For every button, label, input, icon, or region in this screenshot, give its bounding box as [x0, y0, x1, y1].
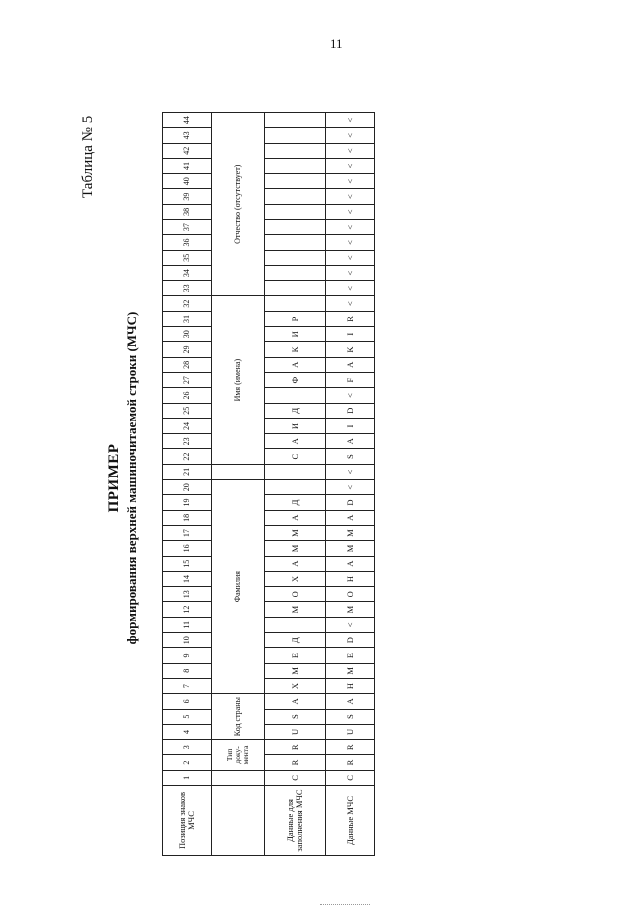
fill-cell-7: Х: [265, 678, 326, 693]
fill-cell-22: С: [265, 449, 326, 464]
position-cell-22: 22: [163, 449, 212, 464]
position-cell-29: 29: [163, 342, 212, 357]
fill-cell-24: И: [265, 418, 326, 433]
position-cell-21: 21: [163, 464, 212, 479]
group-empty-21: [212, 464, 265, 479]
position-cell-7: 7: [163, 678, 212, 693]
mrz-cell-16: M: [326, 541, 375, 556]
position-cell-39: 39: [163, 189, 212, 204]
group-empty-1: [212, 770, 265, 785]
fill-cell-18: А: [265, 510, 326, 525]
fill-cell-20: [265, 480, 326, 495]
mrz-cell-33: <: [326, 281, 375, 296]
fill-cell-39: [265, 189, 326, 204]
mrz-cell-1: C: [326, 770, 375, 785]
mrz-data-row-label: Данные МЧС: [326, 786, 375, 856]
position-cell-34: 34: [163, 265, 212, 280]
fill-cell-33: [265, 281, 326, 296]
position-cell-32: 32: [163, 296, 212, 311]
position-cell-5: 5: [163, 709, 212, 724]
mrz-cell-17: M: [326, 525, 375, 540]
mrz-cell-2: R: [326, 755, 375, 770]
position-cell-40: 40: [163, 174, 212, 189]
mrz-cell-21: <: [326, 464, 375, 479]
groups-row: [212, 112, 265, 855]
position-cell-6: 6: [163, 694, 212, 709]
fill-cell-16: М: [265, 541, 326, 556]
mrz-cell-25: D: [326, 403, 375, 418]
group-patronymic: Отчество (отсутствует): [212, 112, 265, 296]
fill-cell-42: [265, 143, 326, 158]
fill-cell-29: К: [265, 342, 326, 357]
mrz-cell-5: S: [326, 709, 375, 724]
fill-cell-43: [265, 128, 326, 143]
table-subtitle: формирования верхней машиночитаемой строки (МЧС): [124, 311, 139, 645]
positions-row: [163, 112, 212, 855]
mrz-cell-23: A: [326, 434, 375, 449]
fill-cell-13: О: [265, 587, 326, 602]
position-cell-43: 43: [163, 128, 212, 143]
mrz-cell-15: A: [326, 556, 375, 571]
mrz-cell-31: R: [326, 311, 375, 326]
fill-cell-27: Ф: [265, 372, 326, 387]
fill-cell-5: S: [265, 709, 326, 724]
position-cell-17: 17: [163, 525, 212, 540]
mrz-cell-42: <: [326, 143, 375, 158]
mrz-cell-24: I: [326, 418, 375, 433]
position-cell-2: 2: [163, 755, 212, 770]
fill-cell-40: [265, 174, 326, 189]
mrz-cell-44: <: [326, 112, 375, 127]
mrz-cell-10: D: [326, 633, 375, 648]
mrz-cell-37: <: [326, 220, 375, 235]
mrz-cell-18: A: [326, 510, 375, 525]
fill-cell-17: М: [265, 525, 326, 540]
position-cell-12: 12: [163, 602, 212, 617]
fill-cell-19: Д: [265, 495, 326, 510]
mrz-cell-35: <: [326, 250, 375, 265]
mrz-cell-9: E: [326, 648, 375, 663]
fill-data-row: [265, 112, 326, 855]
group-given-names: Имя (имена): [212, 296, 265, 464]
fill-data-row-label: Данные для заполнения МЧС: [265, 786, 326, 856]
position-cell-14: 14: [163, 571, 212, 586]
position-cell-20: 20: [163, 480, 212, 495]
mrz-cell-39: <: [326, 189, 375, 204]
position-cell-33: 33: [163, 281, 212, 296]
mrz-cell-30: I: [326, 327, 375, 342]
fill-cell-41: [265, 158, 326, 173]
mrz-cell-13: O: [326, 587, 375, 602]
mrz-cell-36: <: [326, 235, 375, 250]
fill-cell-31: Р: [265, 311, 326, 326]
position-cell-37: 37: [163, 220, 212, 235]
position-cell-19: 19: [163, 495, 212, 510]
fill-cell-28: А: [265, 357, 326, 372]
position-cell-36: 36: [163, 235, 212, 250]
fill-cell-37: [265, 220, 326, 235]
fill-cell-4: U: [265, 724, 326, 739]
fill-cell-1: С: [265, 770, 326, 785]
position-cell-9: 9: [163, 648, 212, 663]
position-cell-26: 26: [163, 388, 212, 403]
fill-cell-38: [265, 204, 326, 219]
title-block: [106, 98, 140, 858]
mrz-cell-41: <: [326, 158, 375, 173]
position-cell-8: 8: [163, 663, 212, 678]
position-cell-27: 27: [163, 372, 212, 387]
position-cell-31: 31: [163, 311, 212, 326]
table-label: Таблица № 5: [80, 115, 96, 198]
mrz-cell-32: <: [326, 296, 375, 311]
mrz-cell-14: H: [326, 571, 375, 586]
fill-cell-32: [265, 296, 326, 311]
position-cell-25: 25: [163, 403, 212, 418]
mrz-cell-38: <: [326, 204, 375, 219]
position-cell-15: 15: [163, 556, 212, 571]
position-cell-23: 23: [163, 434, 212, 449]
position-cell-10: 10: [163, 633, 212, 648]
mrz-cell-20: <: [326, 480, 375, 495]
fill-cell-23: А: [265, 434, 326, 449]
fill-cell-26: [265, 388, 326, 403]
position-cell-11: 11: [163, 617, 212, 632]
fill-cell-15: А: [265, 556, 326, 571]
rotated-table-page: [80, 98, 355, 858]
fill-cell-8: М: [265, 663, 326, 678]
mrz-table: [162, 112, 375, 856]
mrz-cell-8: M: [326, 663, 375, 678]
position-cell-41: 41: [163, 158, 212, 173]
fill-cell-44: [265, 112, 326, 127]
position-cell-16: 16: [163, 541, 212, 556]
group-doc-type: Тип доку-мента: [212, 740, 265, 771]
mrz-cell-12: M: [326, 602, 375, 617]
position-cell-30: 30: [163, 327, 212, 342]
position-cell-35: 35: [163, 250, 212, 265]
mrz-cell-22: S: [326, 449, 375, 464]
position-cell-24: 24: [163, 418, 212, 433]
position-cell-18: 18: [163, 510, 212, 525]
fill-cell-6: А: [265, 694, 326, 709]
position-cell-4: 4: [163, 724, 212, 739]
mrz-cell-6: A: [326, 694, 375, 709]
group-surname: Фамилия: [212, 480, 265, 694]
mrz-cell-3: R: [326, 740, 375, 755]
mrz-cell-11: <: [326, 617, 375, 632]
position-cell-13: 13: [163, 587, 212, 602]
fill-cell-21: [265, 464, 326, 479]
mrz-cell-40: <: [326, 174, 375, 189]
fill-cell-35: [265, 250, 326, 265]
fill-cell-2: R: [265, 755, 326, 770]
mrz-cell-29: K: [326, 342, 375, 357]
fill-cell-3: R: [265, 740, 326, 755]
fill-cell-9: Е: [265, 648, 326, 663]
position-cell-3: 3: [163, 740, 212, 755]
mrz-cell-34: <: [326, 265, 375, 280]
fill-cell-14: Х: [265, 571, 326, 586]
mrz-cell-43: <: [326, 128, 375, 143]
mrz-cell-4: U: [326, 724, 375, 739]
mrz-cell-26: <: [326, 388, 375, 403]
fill-cell-11: [265, 617, 326, 632]
table-title: ПРИМЕР: [106, 443, 122, 513]
position-cell-28: 28: [163, 357, 212, 372]
mrz-cell-7: H: [326, 678, 375, 693]
position-cell-42: 42: [163, 143, 212, 158]
group-country-code: Код страны: [212, 694, 265, 740]
fill-cell-30: И: [265, 327, 326, 342]
groups-row-label-empty: [212, 786, 265, 856]
fill-cell-10: Д: [265, 633, 326, 648]
mrz-cell-27: F: [326, 372, 375, 387]
fill-cell-12: М: [265, 602, 326, 617]
mrz-cell-28: A: [326, 357, 375, 372]
position-cell-1: 1: [163, 770, 212, 785]
positions-row-label: Позиция знаков МЧС: [163, 786, 212, 856]
fill-cell-36: [265, 235, 326, 250]
mrz-data-row: [326, 112, 375, 855]
fill-cell-34: [265, 265, 326, 280]
page-number: 11: [330, 36, 343, 51]
fill-cell-25: Д: [265, 403, 326, 418]
position-cell-44: 44: [163, 112, 212, 127]
position-cell-38: 38: [163, 204, 212, 219]
mrz-cell-19: D: [326, 495, 375, 510]
